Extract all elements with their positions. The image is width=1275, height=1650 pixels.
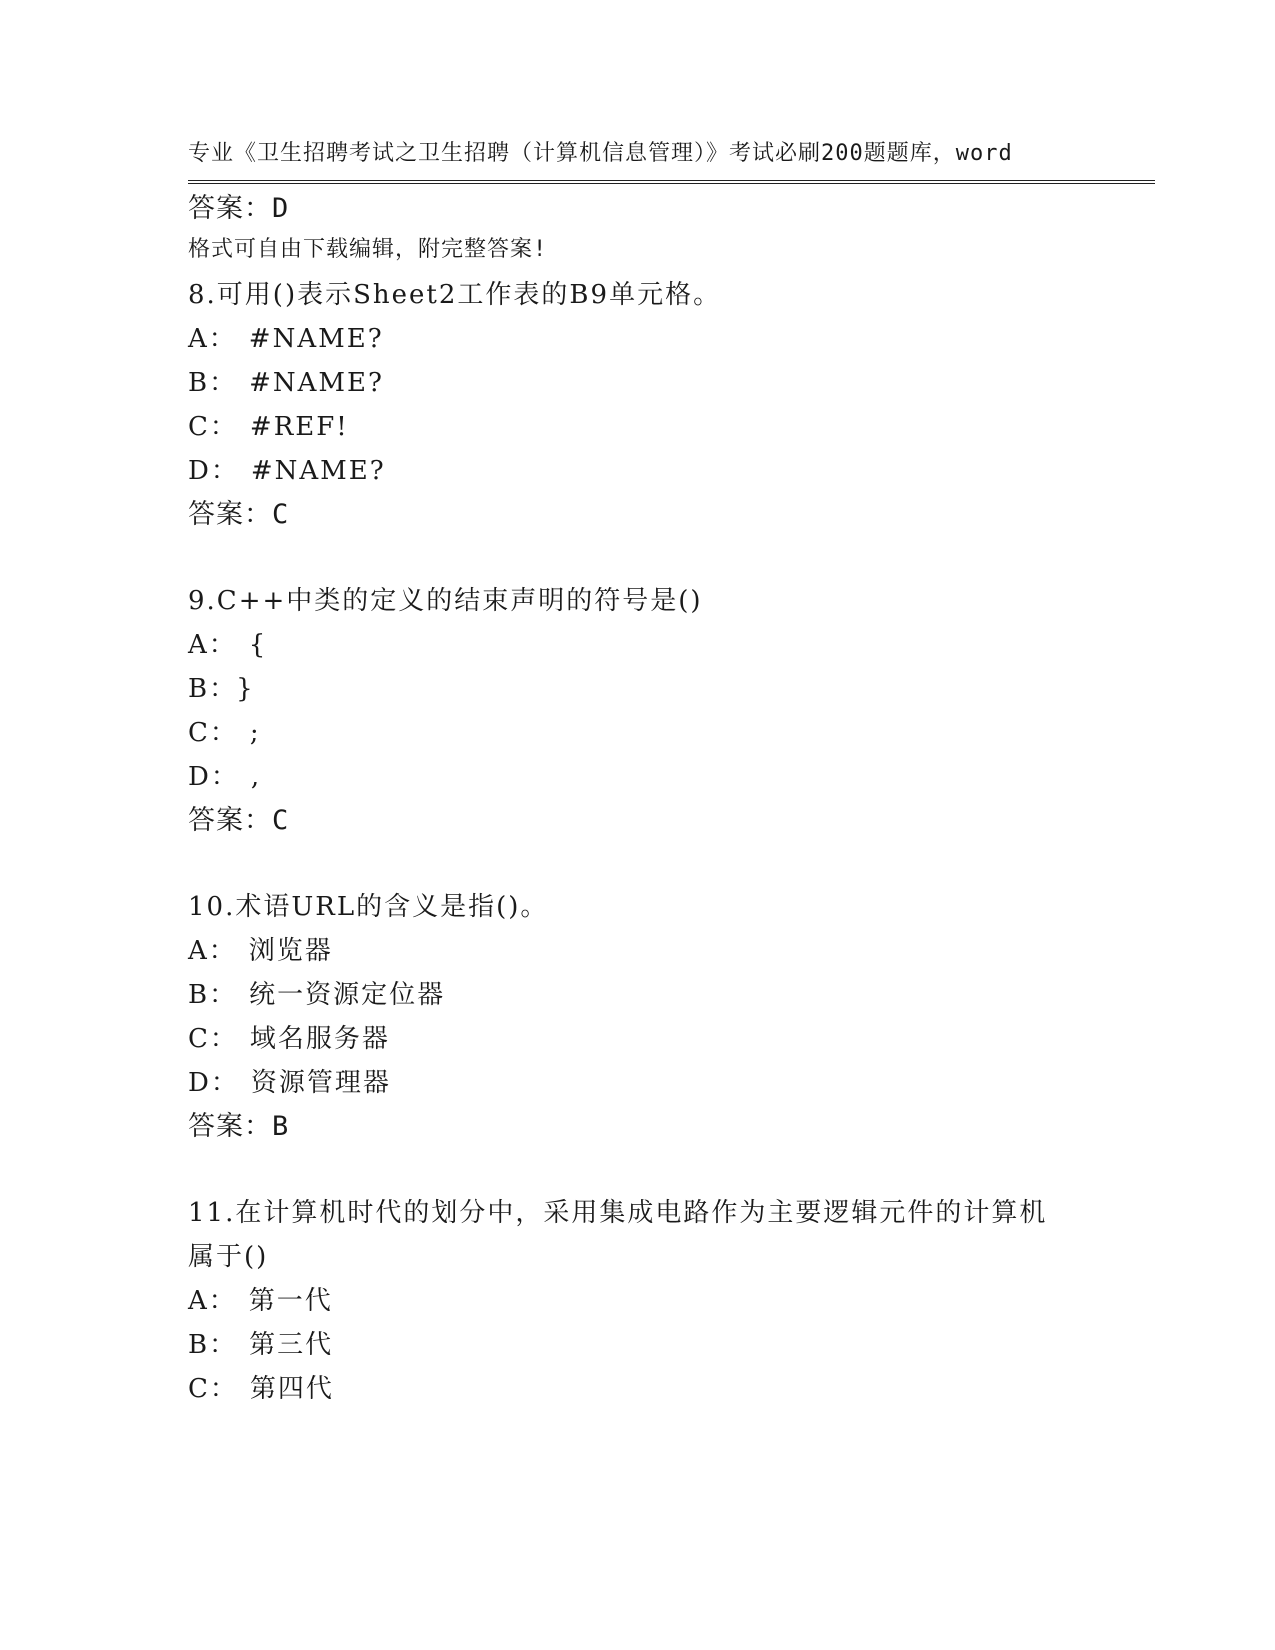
option-key: C： xyxy=(188,412,238,442)
option-text: 浏览器 xyxy=(248,936,333,966)
question-8: 8.可用()表示Sheet2工作表的B9单元格。 xyxy=(188,280,722,310)
option-text: 第四代 xyxy=(249,1374,334,1404)
question-11-line-1: 11.在计算机时代的划分中，采用集成电路作为主要逻辑元件的计算机 xyxy=(188,1198,1048,1228)
question-9: 9.C++中类的定义的结束声明的符号是() xyxy=(188,586,703,616)
question-9-option-c xyxy=(188,712,261,749)
answer-prev: 答案：D xyxy=(188,193,290,224)
question-8-option-c xyxy=(188,406,349,443)
option-text: 第三代 xyxy=(249,1330,334,1360)
question-10-option-a xyxy=(188,930,333,967)
option-text: #REF! xyxy=(249,412,349,442)
option-text: #NAME? xyxy=(250,456,386,486)
question-8-option-a xyxy=(188,318,384,355)
question-10-option-b xyxy=(188,974,445,1011)
question-9-answer: 答案：C xyxy=(188,805,290,836)
option-text: #NAME? xyxy=(249,368,384,398)
question-11-option-c xyxy=(188,1368,334,1405)
option-key: C： xyxy=(188,718,238,748)
question-9-option-a xyxy=(188,624,267,661)
option-key: A： xyxy=(188,324,237,354)
option-key: B： xyxy=(188,674,225,704)
option-text: #NAME? xyxy=(248,324,384,354)
option-text: 域名服务器 xyxy=(249,1024,390,1054)
option-text: 统一资源定位器 xyxy=(249,980,446,1010)
question-10-option-d xyxy=(188,1062,391,1099)
option-text: 第一代 xyxy=(248,1286,333,1316)
question-9-option-b xyxy=(188,668,255,705)
option-text: } xyxy=(236,674,255,704)
option-text: , xyxy=(250,762,262,792)
option-key: B： xyxy=(188,1330,238,1360)
option-key: A： xyxy=(188,936,237,966)
question-8-answer: 答案：C xyxy=(188,499,290,530)
option-key: C： xyxy=(188,1024,238,1054)
option-key: D： xyxy=(188,1068,239,1098)
question-8-option-b xyxy=(188,362,384,399)
option-text: { xyxy=(248,630,268,660)
option-key: D： xyxy=(188,762,239,792)
header-line-2: 格式可自由下载编辑，附完整答案! xyxy=(188,237,548,262)
header-line-1: 专业《卫生招聘考试之卫生招聘（计算机信息管理）》考试必刷200题题库，word xyxy=(188,141,1013,166)
question-10-answer: 答案：B xyxy=(188,1111,290,1142)
option-key: C： xyxy=(188,1374,238,1404)
question-10: 10.术语URL的含义是指()。 xyxy=(188,892,549,922)
option-key: A： xyxy=(188,630,237,660)
question-9-option-d xyxy=(188,756,261,793)
option-key: A： xyxy=(188,1286,237,1316)
option-text: 资源管理器 xyxy=(250,1068,391,1098)
option-key: D： xyxy=(188,456,239,486)
question-11-option-a xyxy=(188,1280,333,1317)
option-key: B： xyxy=(188,368,238,398)
header-divider xyxy=(188,180,1155,184)
question-10-option-c xyxy=(188,1018,390,1055)
question-8-option-d xyxy=(188,450,386,487)
option-key: B： xyxy=(188,980,238,1010)
option-text: ; xyxy=(249,718,261,748)
question-11-option-b xyxy=(188,1324,333,1361)
question-11-line-2: 属于() xyxy=(188,1242,269,1272)
